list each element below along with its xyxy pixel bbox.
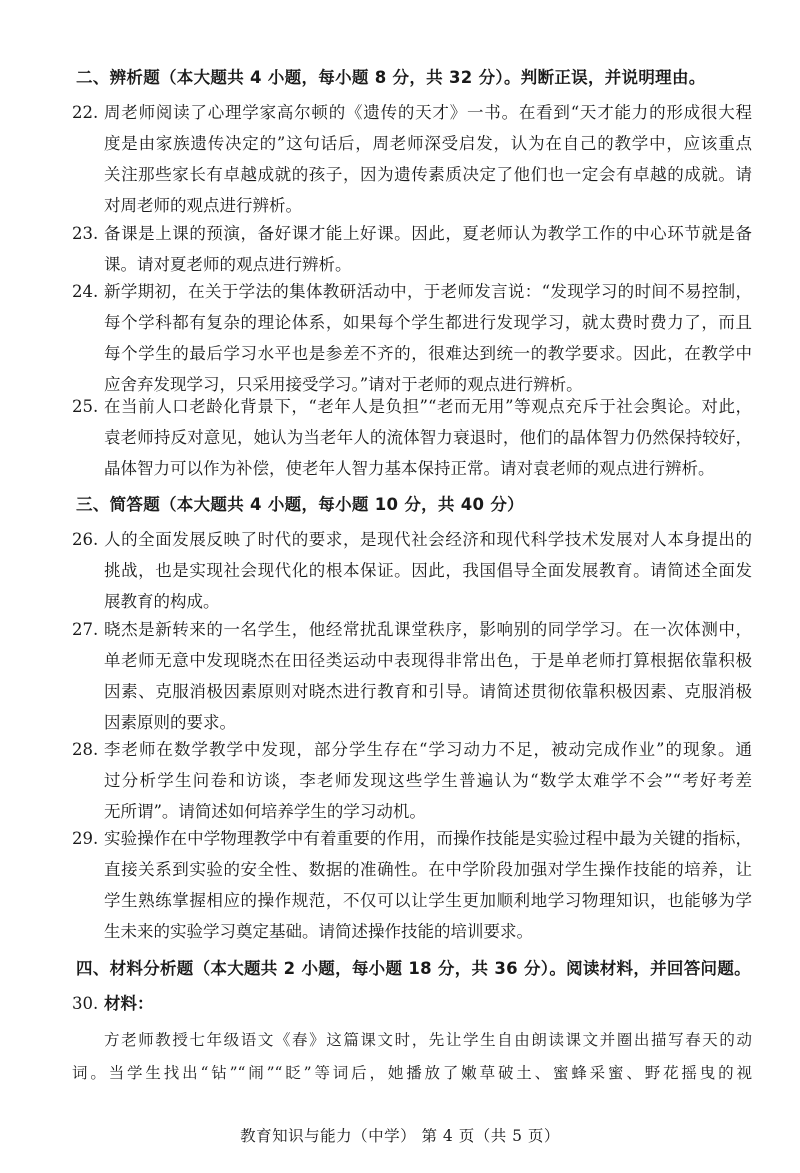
text-line: 李老师在数学教学中发现，部分学生存在“学习动力不足，被动完成作业”的现象。通 [104,740,752,759]
text-line: 每个学科都有复杂的理论体系，如果每个学生都进行发现学习，就太费时费力了，而且 [104,313,752,332]
material-passage [104,1025,752,1056]
section-heading-material-analysis: 四、材料分析题（本大题共 2 小题，每小题 18 分，共 36 分）。阅读材料，并回答问题。 [76,959,751,978]
question-text [104,218,752,280]
question-24 [72,276,752,400]
question-number: 22. [72,103,99,122]
text-line: 袁老师持反对意见，她认为当老年人的流体智力衰退时，他们的晶体智力仍然保持较好， [104,428,752,447]
question-number: 26. [72,530,99,549]
text-line: 备课是上课的预演，备好课才能上好课。因此，夏老师认为教学工作的中心环节就是备 [104,224,752,243]
question-number: 24. [72,282,99,301]
text-line: 展教育的构成。 [104,592,220,611]
question-number: 27. [72,620,99,639]
question-27 [72,614,752,738]
text-line: 挑战，也是实现社会现代化的根本保证。因此，我国倡导全面发展教育。请简述全面发 [104,561,752,580]
question-28 [72,734,752,827]
material-label: 材料： [104,994,154,1013]
question-26 [72,524,752,617]
text-line: 度是由家族遗传决定的”这句话后，周老师深受启发，认为在自己的教学中，应该重点 [104,134,752,153]
text-line: 周老师阅读了心理学家高尔顿的《遗传的天才》一书。在看到“天才能力的形成很大程 [104,103,752,122]
question-text [104,276,752,400]
text-line: 单老师无意中发现晓杰在田径类运动中表现得非常出色，于是单老师打算根据依靠积极 [104,651,752,670]
section-heading-analysis: 二、辨析题（本大题共 4 小题，每小题 8 分，共 32 分）。判断正误，并说明理由。 [76,68,706,87]
page-footer: 教育知识与能力（中学） 第 4 页（共 5 页） [240,1127,560,1145]
material-passage-continued [72,1058,752,1089]
text-line: 学生熟练掌握相应的操作规范，不仅可以让学生更加顺利地学习物理知识，也能够为学 [104,891,752,910]
question-23 [72,218,752,280]
text-line: 对周老师的观点进行辨析。 [104,196,302,215]
material-line: 方老师教授七年级语文《春》这篇课文时，先让学生自由朗读课文并圈出描写春天的动 [104,1031,752,1049]
question-number: 28. [72,740,99,759]
question-text [104,823,752,947]
text-line: 生未来的实验学习奠定基础。请简述操作技能的培训要求。 [104,922,533,941]
text-line: 因素原则的要求。 [104,713,236,732]
question-text [104,614,752,738]
question-29 [72,823,752,947]
material-line: 词。当学生找出“钻”“闹”“眨”等词后，她播放了嫩草破土、蜜蜂采蜜、野花摇曳的视 [72,1064,752,1082]
question-number: 23. [72,224,99,243]
question-text [104,97,752,221]
text-line: 每个学生的最后学习水平也是参差不齐的，很难达到统一的教学要求。因此，在教学中 [104,344,752,363]
text-line: 因素、克服消极因素原则对晓杰进行教育和引导。请简述贯彻依靠积极因素、克服消极 [104,682,752,701]
text-line: 人的全面发展反映了时代的要求，是现代社会经济和现代科学技术发展对人本身提出的 [104,530,752,549]
question-text [104,524,752,617]
text-line: 关注那些家长有卓越成就的孩子，因为遗传素质决定了他们也一定会有卓越的成就。请 [104,165,752,184]
section-heading-short-answer: 三、简答题（本大题共 4 小题，每小题 10 分，共 40 分） [76,495,524,514]
text-line: 新学期初，在关于学法的集体教研活动中，于老师发言说：“发现学习的时间不易控制， [104,282,752,301]
text-line: 实验操作在中学物理教学中有着重要的作用，而操作技能是实验过程中最为关键的指标， [104,829,752,848]
text-line: 课。请对夏老师的观点进行辨析。 [104,255,352,274]
text-line: 晶体智力可以作为补偿，使老年人智力基本保持正常。请对袁老师的观点进行辨析。 [104,459,715,478]
question-number: 30. [72,994,99,1013]
question-text [104,391,752,484]
text-line: 直接关系到实验的安全性、数据的准确性。在中学阶段加强对学生操作技能的培养，让 [104,860,752,879]
question-text [104,988,752,1019]
question-30 [72,988,752,1019]
text-line: 晓杰是新转来的一名学生，他经常扰乱课堂秩序，影响别的同学学习。在一次体测中， [104,620,752,639]
question-22 [72,97,752,221]
text-line: 无所谓”。请简述如何培养学生的学习动机。 [104,802,426,821]
text-line: 过分析学生问卷和访谈，李老师发现这些学生普遍认为“数学太难学不会”“考好考差 [104,771,752,790]
question-25 [72,391,752,484]
text-line: 在当前人口老龄化背景下，“老年人是负担”“老而无用”等观点充斥于社会舆论。对此， [104,397,752,416]
text-line: 应舍弃发现学习，只采用接受学习。”请对于老师的观点进行辨析。 [104,375,583,394]
question-text [104,734,752,827]
question-number: 25. [72,397,99,416]
question-number: 29. [72,829,99,848]
